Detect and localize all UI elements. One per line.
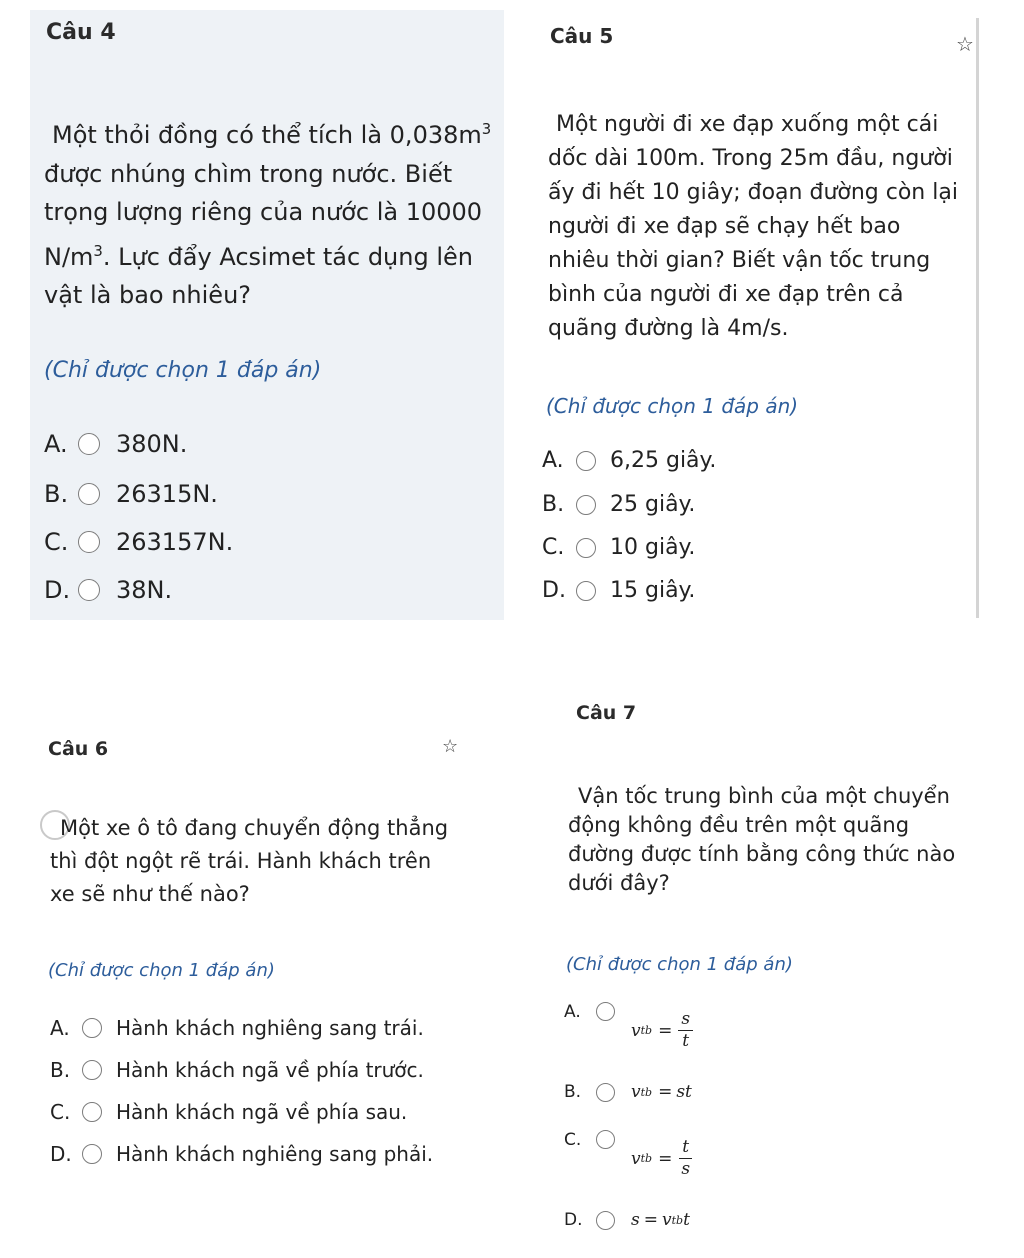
option-d[interactable]: D. Hành khách nghiêng sang phải. [50, 1142, 434, 1166]
radio-button[interactable] [82, 1144, 102, 1164]
option-c[interactable]: C. 10 giây. [542, 535, 696, 560]
radio-button[interactable] [576, 581, 596, 601]
formula: v tb = st [631, 1082, 692, 1102]
radio-button[interactable] [78, 579, 100, 601]
option-label: Hành khách nghiêng sang phải. [116, 1142, 434, 1166]
star-outline-icon[interactable]: ☆ [442, 736, 459, 757]
question-text: Một xe ô tô đang chuyển động thẳng thì đột ngột rẽ trái. Hành khách trên xe sẽ như thế nào? [50, 816, 449, 906]
radio-button[interactable] [596, 1211, 615, 1230]
radio-button[interactable] [576, 538, 596, 558]
question-card-4 [30, 10, 504, 620]
answer-hint: (Chỉ được chọn 1 đáp án) [566, 954, 793, 975]
option-a[interactable]: A. Hành khách nghiêng sang trái. [50, 1016, 424, 1040]
question-card-5 [520, 12, 990, 622]
question-text: Một thỏi đồng có thể tích là $0,038m^3$ được nhúng chìm trong nước. Biết trọng lượng riêng của nước là 10000 $N/m^3$. Lực đẩy Acsimet tác dụng lên vật là bao nhiêu? [44, 120, 492, 309]
option-c[interactable]: C. v tb = $\frac{t}{s}$ [564, 1130, 693, 1179]
option-d[interactable]: D. 15 giây. [542, 578, 696, 603]
option-b[interactable]: B. 25 giây. [542, 492, 696, 517]
option-a[interactable]: A. 380N. [44, 430, 188, 458]
radio-button[interactable] [576, 495, 596, 515]
option-c[interactable]: C. 263157N. [44, 528, 234, 556]
card-border [976, 18, 979, 618]
option-label: 38N. [116, 576, 173, 604]
option-a[interactable]: A. 6,25 giây. [542, 448, 717, 473]
formula: v tb = $\frac{s}{t}$ [631, 1010, 693, 1051]
option-label: 25 giây. [610, 492, 696, 517]
option-label: 10 giây. [610, 535, 696, 560]
question-title: Câu 5 [550, 24, 614, 48]
option-c[interactable]: C. Hành khách ngã về phía sau. [50, 1100, 408, 1124]
star-outline-icon[interactable]: ☆ [956, 32, 974, 56]
radio-button[interactable] [596, 1130, 615, 1149]
formula: s = v tb t [631, 1210, 690, 1230]
option-d[interactable]: D. 38N. [44, 576, 173, 604]
option-label: Hành khách ngã về phía sau. [116, 1100, 408, 1124]
radio-button[interactable] [596, 1083, 615, 1102]
option-label: 15 giây. [610, 578, 696, 603]
option-label: 26315N. [116, 480, 218, 508]
answer-hint: (Chỉ được chọn 1 đáp án) [44, 358, 322, 383]
formula: v tb = $\frac{t}{s}$ [631, 1138, 693, 1179]
radio-button[interactable] [596, 1002, 615, 1021]
question-title: Câu 7 [576, 702, 637, 724]
option-b[interactable]: B. v tb = st [564, 1082, 692, 1102]
answer-hint: (Chỉ được chọn 1 đáp án) [48, 960, 275, 981]
radio-button[interactable] [82, 1018, 102, 1038]
option-b[interactable]: B. Hành khách ngã về phía trước. [50, 1058, 424, 1082]
question-text: Vận tốc trung bình của một chuyển động không đều trên một quãng đường được tính bằng công thức nào dưới đây? [568, 784, 956, 895]
option-label: 380N. [116, 430, 188, 458]
option-label: Hành khách nghiêng sang trái. [116, 1016, 424, 1040]
radio-button[interactable] [82, 1102, 102, 1122]
radio-button[interactable] [82, 1060, 102, 1080]
option-label: 263157N. [116, 528, 234, 556]
question-card-6 [30, 720, 504, 1240]
option-d[interactable]: D. s = v tb t [564, 1210, 690, 1230]
question-title: Câu 4 [46, 20, 116, 45]
option-a[interactable]: A. v tb = $\frac{s}{t}$ [564, 1002, 693, 1051]
option-label: 6,25 giây. [610, 448, 717, 473]
option-b[interactable]: B. 26315N. [44, 480, 218, 508]
radio-button[interactable] [78, 483, 100, 505]
question-title: Câu 6 [48, 738, 109, 760]
radio-button[interactable] [78, 531, 100, 553]
question-text: Một người đi xe đạp xuống một cái dốc dài 100m. Trong 25m đầu, người ấy đi hết 10 giây; đoạn đường còn lại người đi xe đạp sẽ chạy hết bao nhiêu thời gian? Biết vận tốc trung bình của người đi xe đạp trên cả quãng đường là 4m/s. [548, 112, 958, 341]
option-label: Hành khách ngã về phía trước. [116, 1058, 424, 1082]
question-card-7 [540, 690, 1010, 1250]
radio-button[interactable] [576, 451, 596, 471]
radio-button[interactable] [78, 433, 100, 455]
answer-hint: (Chỉ được chọn 1 đáp án) [546, 394, 799, 418]
